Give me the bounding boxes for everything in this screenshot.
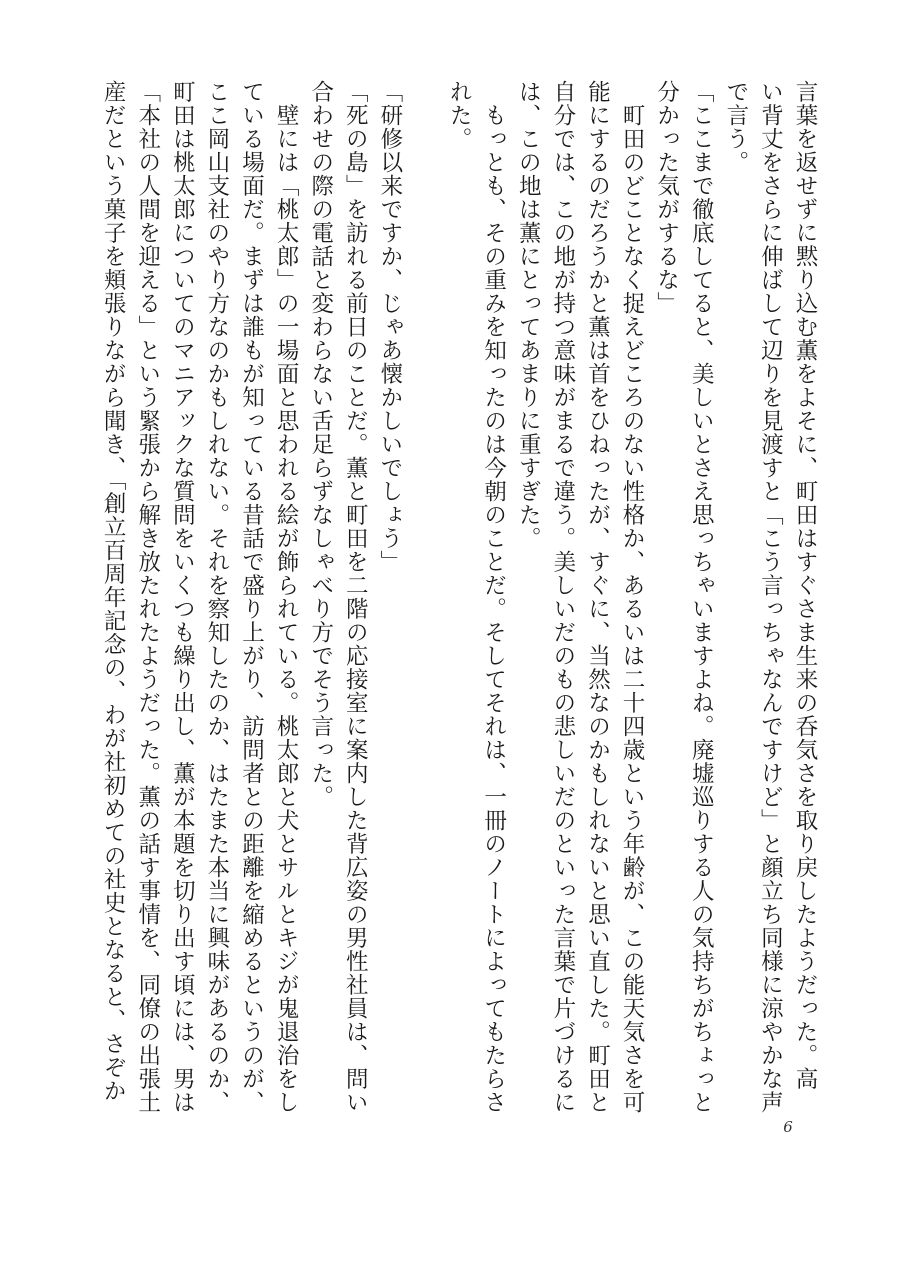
text-line: い背丈をさらに伸ばして辺りを見渡すと「こう言っちゃなんですけど」と顔立ち同様に涼やかな声 bbox=[757, 80, 784, 1114]
text-line: 「死の島」を訪れる前日のことだ。薫と町田を二階の応接室に案内した背広姿の男性社員は、問い bbox=[342, 80, 369, 1114]
text-line: 「研修以来ですか、じゃあ懐かしいでしょう」 bbox=[376, 80, 403, 574]
text-line: もっとも、その重みを知ったのは今朝のことだ。そしてそれは、一冊のノートによってもたらさ bbox=[480, 80, 507, 1114]
text-line: 分かった気がするな」 bbox=[653, 80, 680, 315]
text-line: れた。 bbox=[446, 80, 473, 151]
text-line: 産だという菓子を頬張りながら聞き、「創立百周年記念の、わが社初めての社史となると、さぞか bbox=[100, 80, 127, 1103]
text-line: 町田のどことなく捉えどころのない性格か、あるいは二十四歳という年齢が、この能天気さを可 bbox=[619, 80, 646, 1114]
text-line: ここ岡山支社のやり方なのかもしれない。それを察知したのか、はたまた本当に興味があるのか、 bbox=[203, 80, 230, 1114]
scene-break bbox=[407, 80, 442, 1030]
text-line: 町田は桃太郎についてのマニアックな質問をいくつも繰り出し、薫が本題を切り出す頃には、男は bbox=[169, 80, 196, 1114]
text-line: は、この地は薫にとってあまりに重すぎた。 bbox=[515, 80, 542, 550]
page-number: 6 bbox=[783, 1118, 793, 1136]
text-line: 壁には「桃太郎」の一場面と思われる絵が飾られている。桃太郎と犬とサルとキジが鬼退治をし bbox=[273, 80, 300, 1114]
text-line: ている場面だ。まずは誰もが知っている昔話で盛り上がり、訪問者との距離を縮めるというのが、 bbox=[238, 80, 265, 1114]
text-line: 言葉を返せずに黙り込む薫をよそに、町田はすぐさま生来の呑気さを取り戻したようだった。高 bbox=[792, 80, 818, 1091]
text-line: で言う。 bbox=[722, 80, 749, 174]
vertical-text-body bbox=[96, 80, 822, 1114]
text-line: 「本社の人間を迎える」という緊張から解き放たれたようだった。薫の話す事情を、同僚の出張土 bbox=[134, 80, 161, 1114]
text-line: 自分では、この地が持つ意味がまるで違う。美しいだのもの悲しいだのといった言葉で片づけるに bbox=[549, 80, 576, 1114]
text-line: 「ここまで徹底してると、美しいとさえ思っちゃいますよね。廃墟巡りする人の気持ちがちょっと bbox=[688, 80, 715, 1114]
text-line: 能にするのだろうかと薫は首をひねったが、すぐに、当然なのかもしれないと思い直した。町田と bbox=[584, 80, 611, 1114]
text-line: 合わせの際の電話と変わらない舌足らずなしゃべり方でそう言った。 bbox=[307, 80, 334, 809]
